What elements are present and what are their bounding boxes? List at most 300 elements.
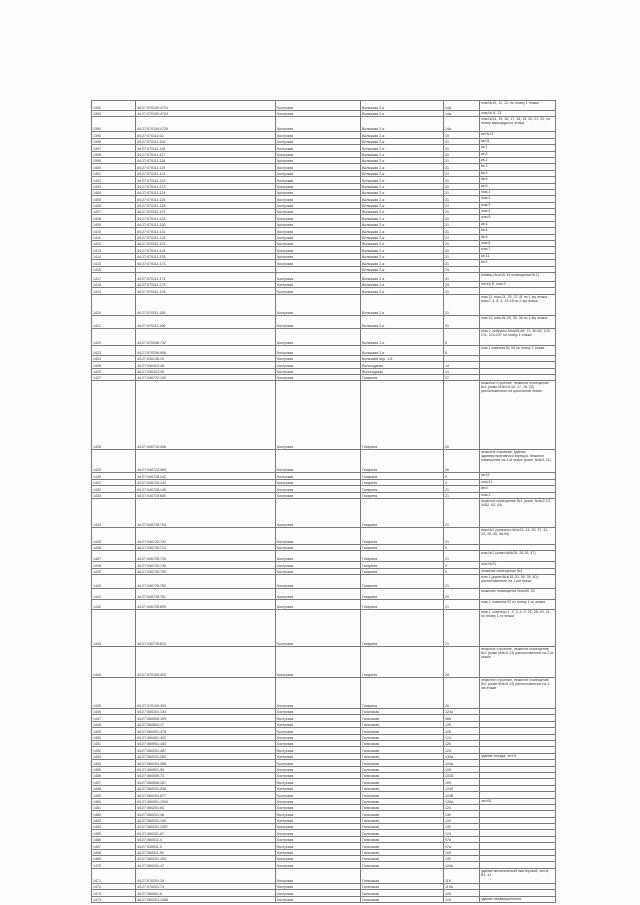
cell-street: Галичская	[361, 785, 444, 791]
cell-cad: 44:27:070111:134	[136, 247, 276, 253]
cell-note: пом.№ 6, 13	[480, 111, 556, 117]
cell-street: Галичская	[361, 883, 444, 889]
cell-note: пом.11, пом.26-29, 35, 36 по 1-му этажа	[480, 315, 556, 328]
cell-house: 14а	[444, 111, 480, 117]
cell-street: Гагарина	[361, 551, 444, 562]
cell-house: 31	[444, 234, 480, 240]
cell-cad: 44:27:040725:810	[136, 610, 276, 647]
cell-city: Кострома	[276, 241, 361, 247]
cell-city: Кострома	[276, 183, 361, 189]
cell-num: 1459	[92, 792, 136, 798]
cell-note: кв.5	[480, 177, 556, 183]
register-body	[92, 101, 556, 903]
cell-cad: 44:27:070111:133	[136, 241, 276, 247]
cell-cad: 44:27:070111:121	[136, 170, 276, 176]
cell-num: 1411	[92, 234, 136, 240]
cell-street: Гагарина	[361, 610, 444, 647]
cell-house: 21	[444, 492, 480, 498]
cell-cad: 44:27:060201:109	[136, 856, 276, 862]
cell-street: Гагарина	[361, 450, 444, 473]
cell-street: Гагарина	[361, 568, 444, 574]
cell-street: Гагарина	[361, 492, 444, 498]
cell-num: 1436	[92, 544, 136, 550]
cell-city: Кострома	[276, 221, 361, 227]
cell-house: 31	[444, 209, 480, 215]
cell-cad: 44:27:070111:119	[136, 164, 276, 170]
cell-street: Волжская 2-я	[361, 111, 444, 117]
cell-city: Кострома	[276, 101, 361, 111]
cell-house: 31	[444, 189, 480, 195]
cell-city: Кострома	[276, 890, 361, 896]
cell-street: Галичская	[361, 766, 444, 772]
cell-house: 126	[444, 766, 480, 772]
cell-cad: 44:27:070206:908	[136, 345, 276, 355]
cell-num: 1434	[92, 498, 136, 527]
cell-street: Волжская 2-я	[361, 281, 444, 287]
cell-cad: 44:27:060201:877	[136, 792, 276, 798]
cell-house: 124	[444, 817, 480, 823]
cell-note: нежилое строение, нежилое помещение №1 (комн.№№9-13) расположенное на 1-ом этаже	[480, 678, 556, 709]
cell-house: 124а	[444, 760, 480, 766]
cell-street: Галичская	[361, 896, 444, 902]
cell-street: Вологодская	[361, 362, 444, 368]
cell-street: Галичская	[361, 747, 444, 753]
cell-city: Кострома	[276, 117, 361, 132]
cell-cad: 44:27:040725:781	[136, 589, 276, 600]
cell-num: 1395	[92, 132, 136, 138]
cell-street: Волжская 2-я	[361, 228, 444, 234]
cell-street: Галичская	[361, 849, 444, 855]
cell-street: Волжская 2-я	[361, 272, 444, 281]
cell-num: 1461	[92, 804, 136, 810]
cell-city: Кострома	[276, 260, 361, 266]
cell-num: 1428	[92, 381, 136, 450]
cell-street: Галичская	[361, 779, 444, 785]
cell-num: 1469	[92, 856, 136, 862]
cell-note: пом.№1 (комн.№№26, 28-35, 47)	[480, 551, 556, 562]
cell-city: Кострома	[276, 209, 361, 215]
cell-street: Волжская 2-я	[361, 294, 444, 315]
cell-cad: 44:27:070201:74	[136, 883, 276, 889]
cell-num: 1468	[92, 849, 136, 855]
cell-house: 130	[444, 824, 480, 830]
cell-note: кв.3	[480, 221, 556, 227]
cell-num: 1453	[92, 753, 136, 759]
table-row	[92, 498, 556, 527]
cell-num: 1467	[92, 843, 136, 849]
cell-street: Волжская 2-я	[361, 138, 444, 144]
cell-house: 124	[444, 734, 480, 740]
cell-house: 129	[444, 890, 480, 896]
cell-street: Волжская 2-я	[361, 117, 444, 132]
cell-city: Кострома	[276, 817, 361, 823]
cell-city: Кострома	[276, 345, 361, 355]
cell-city: Кострома	[276, 843, 361, 849]
cell-cad: 44:27:040511:3	[136, 843, 276, 849]
cell-street: Галичская	[361, 830, 444, 836]
cell-street: Волжская 2-я	[361, 247, 444, 253]
cell-note: здание склада, лит.Н	[480, 753, 556, 759]
cell-street: Галичская	[361, 811, 444, 817]
cell-house: 21	[444, 527, 480, 544]
cell-street: Гагарина	[361, 374, 444, 380]
cell-house: 31	[444, 288, 480, 294]
cell-city: Кострома	[276, 473, 361, 479]
cell-house: 124	[444, 747, 480, 753]
cell-cad: 44:27:070111:63	[136, 132, 276, 138]
cell-cad: 44:27:060201:1397	[136, 824, 276, 830]
cell-num: 1417	[92, 272, 136, 281]
cell-city: Кострома	[276, 868, 361, 883]
cell-street: Волжская 2-я	[361, 221, 444, 227]
cell-cad: 44:27:070111:123	[136, 183, 276, 189]
cell-num: 1442	[92, 600, 136, 610]
cell-cad: 44:27:060201:487	[136, 747, 276, 753]
cell-note: пом.7	[480, 247, 556, 253]
cell-street: Галичская	[361, 817, 444, 823]
cell-num: 1397	[92, 145, 136, 151]
table-row	[92, 551, 556, 562]
cell-cad: 44:27:060506:157	[136, 779, 276, 785]
cell-num: 1433	[92, 492, 136, 498]
table-row	[92, 272, 556, 281]
cell-city: Кострома	[276, 228, 361, 234]
cell-note: кв.6	[480, 183, 556, 189]
table-row	[92, 101, 556, 111]
cell-street: Галичская	[361, 798, 444, 804]
cell-street: Гагарина	[361, 381, 444, 450]
cell-house: 21	[444, 498, 480, 527]
cell-num: 1445	[92, 678, 136, 709]
cell-num: 1440	[92, 575, 136, 589]
cell-note: кв.4	[480, 228, 556, 234]
cell-num: 1435	[92, 527, 136, 544]
cell-num: 1437	[92, 551, 136, 562]
cell-city: Кострома	[276, 381, 361, 450]
cell-street: Гагарина	[361, 544, 444, 550]
cell-house: 37	[444, 374, 480, 380]
cell-note: пом.1	[480, 189, 556, 195]
cell-house: 124В	[444, 792, 480, 798]
cell-cad: 44:27:040725:809	[136, 600, 276, 610]
cell-note: нежилые помещения №№50, 51	[480, 589, 556, 600]
cell-house: 100	[444, 779, 480, 785]
cell-num: 1426	[92, 368, 136, 374]
cell-city: Кострома	[276, 189, 361, 195]
cell-num: 1394	[92, 117, 136, 132]
cell-house: 31	[444, 157, 480, 163]
cell-street: Гагарина	[361, 479, 444, 485]
cell-cad: 44:27:040722:109	[136, 374, 276, 380]
cell-house: 25	[444, 281, 480, 287]
cell-city: Кострома	[276, 575, 361, 589]
cell-city: Кострома	[276, 798, 361, 804]
cell-num: 1448	[92, 721, 136, 727]
cell-street: Галичская	[361, 824, 444, 830]
cell-cad: 44:27:070111:126	[136, 202, 276, 208]
cell-city: Кострома	[276, 253, 361, 259]
cell-cad: 44:27:040725:714	[136, 544, 276, 550]
cell-street: Волжская 2-я	[361, 345, 444, 355]
cell-cad: 44:27:060511:50	[136, 849, 276, 855]
cell-cad: 44:27:070109:4723	[136, 101, 276, 111]
cell-num: 1470	[92, 862, 136, 868]
cell-num: 1462	[92, 811, 136, 817]
cell-house: 31	[444, 272, 480, 281]
cell-house: 124	[444, 896, 480, 902]
cell-cad: 44:27:060201:63	[136, 804, 276, 810]
cell-note: пом.№1 (комнаты №№23, 24, 25, 37, 42, 43, 45, 46, 46-50)	[480, 527, 556, 544]
cell-city: Кострома	[276, 792, 361, 798]
cell-num: 1402	[92, 177, 136, 183]
cell-house: 8	[444, 328, 480, 345]
cell-city: Кострома	[276, 741, 361, 747]
cell-num: 1472	[92, 883, 136, 889]
table-row	[92, 527, 556, 544]
cell-city: Кострома	[276, 492, 361, 498]
cell-house: 25	[444, 266, 480, 272]
cell-note: пом.1 (комн.№№18-20, 36, 39, 40), расположенное на 1-ом этаже	[480, 575, 556, 589]
cell-city: Кострома	[276, 589, 361, 600]
cell-house: 21	[444, 486, 480, 492]
cell-city: Кострома	[276, 362, 361, 368]
cell-street: Волжский пер. 1-й	[361, 355, 444, 361]
cell-cad: 44:27:070111:128	[136, 215, 276, 221]
table-row	[92, 450, 556, 473]
register-table	[91, 100, 556, 903]
cell-city: Кострома	[276, 883, 361, 889]
cell-house: 9	[444, 479, 480, 485]
cell-house: 100	[444, 849, 480, 855]
table-row	[92, 575, 556, 589]
cell-note: нежилое строение, здание административного корпуса, нежилое помещение на 2-м этаже (комн. №№1-11)	[480, 450, 556, 473]
cell-cad: 44:27:040725:145	[136, 486, 276, 492]
cell-house: 31	[444, 138, 480, 144]
cell-note: кв.5	[480, 234, 556, 240]
cell-note: кв.5	[480, 486, 556, 492]
cell-house: 124	[444, 804, 480, 810]
cell-num: 1451	[92, 741, 136, 747]
cell-house: 9	[444, 473, 480, 479]
cell-house: 126	[444, 741, 480, 747]
cell-num: 1404	[92, 189, 136, 195]
table-row	[92, 868, 556, 883]
cell-cad: 44:27:040725:720	[136, 551, 276, 562]
cell-house: 14	[444, 362, 480, 368]
cell-note: кв.01	[480, 138, 556, 144]
cell-city: Кострома	[276, 164, 361, 170]
cell-street: Волжская 2-я	[361, 170, 444, 176]
cell-street: Волжская 2-я	[361, 157, 444, 163]
cell-city: Кострома	[276, 849, 361, 855]
cell-num: 1454	[92, 760, 136, 766]
cell-note: пом.11, пом.24, 25, 37-41 по 1-му этажа, пом.2, 4, 8, 9, 13-16 по 2-му этажа	[480, 294, 556, 315]
cell-house: 124	[444, 830, 480, 836]
table-row	[92, 345, 556, 355]
cell-num: 1422	[92, 328, 136, 345]
cell-house: 119	[444, 868, 480, 883]
cell-cad: 44:27:060201:144	[136, 709, 276, 715]
cell-house: 130	[444, 811, 480, 817]
cell-cad: 44:27:060201:1058	[136, 896, 276, 902]
cell-cad: 44:27:040725:750	[136, 568, 276, 574]
cell-city: Кострома	[276, 766, 361, 772]
cell-num: 1430	[92, 473, 136, 479]
cell-num: 1444	[92, 647, 136, 678]
cell-house: 101Б	[444, 772, 480, 778]
table-row	[92, 647, 556, 678]
table-row	[92, 117, 556, 132]
cell-house: 130	[444, 856, 480, 862]
cell-num: 1455	[92, 766, 136, 772]
cell-num: 1393	[92, 111, 136, 117]
cell-cad: 44:27:070111:173	[136, 260, 276, 266]
cell-city: Кострома	[276, 355, 361, 361]
cell-street: Галичская	[361, 760, 444, 766]
cell-note: пом №20	[480, 562, 556, 568]
cell-cad: 44:27:070111:132	[136, 234, 276, 240]
cell-cad: 44:27:070111:118	[136, 157, 276, 163]
cell-street: Волжская 2-я	[361, 132, 444, 138]
cell-num: 1460	[92, 798, 136, 804]
cell-street: Галичская	[361, 868, 444, 883]
cell-note: пом.№14, 15, 16, 17, 18, 19, 20, 21, 22, по плану мансардного этажа	[480, 117, 556, 132]
cell-city: Кострома	[276, 562, 361, 568]
cell-house: 31	[444, 294, 480, 315]
cell-cad: 44:27:060511:4	[136, 836, 276, 842]
cell-street: Волжская 2-я	[361, 266, 444, 272]
cell-street: Волжская 2-я	[361, 260, 444, 266]
cell-house: 14а	[444, 101, 480, 111]
cell-num: 1449	[92, 728, 136, 734]
cell-cad: 44:27:070111:127	[136, 209, 276, 215]
cell-house: 31	[444, 247, 480, 253]
cell-num: 1415	[92, 260, 136, 266]
cell-house: 124а	[444, 709, 480, 715]
cell-city: Кострома	[276, 779, 361, 785]
cell-city: Кострома	[276, 498, 361, 527]
cell-city: Кострома	[276, 247, 361, 253]
cell-city: Кострома	[276, 551, 361, 562]
table-row	[92, 678, 556, 709]
cell-house: 14а	[444, 117, 480, 132]
cell-house: 21	[444, 610, 480, 647]
cell-num: 1401	[92, 170, 136, 176]
cell-cad: 44:27:060901:1094	[136, 798, 276, 804]
cell-num: 1423	[92, 345, 136, 355]
cell-cad: 44:27:060505:109	[136, 715, 276, 721]
cell-city: Кострома	[276, 111, 361, 117]
cell-city: Кострома	[276, 196, 361, 202]
table-row	[92, 610, 556, 647]
cell-city: Кострома	[276, 527, 361, 544]
cell-num: 1396	[92, 138, 136, 144]
cell-num: 1439	[92, 568, 136, 574]
cell-house: 31	[444, 221, 480, 227]
cell-cad: 44:27:070111:135	[136, 253, 276, 259]
cell-city: Кострома	[276, 811, 361, 817]
cell-street: Галичская	[361, 843, 444, 849]
table-row	[92, 600, 556, 610]
cell-city: Кострома	[276, 824, 361, 830]
cell-house: 31	[444, 241, 480, 247]
cell-house: 31	[444, 315, 480, 328]
cell-note: кв.№13	[480, 132, 556, 138]
cell-house: 31	[444, 253, 480, 259]
cell-num: 1413	[92, 247, 136, 253]
cell-note: пом.5	[480, 215, 556, 221]
cell-note: пом.1, комнаты №№65-68, 71, 80-82, 100, 211, 224-247 по плану 1 этажа	[480, 328, 556, 345]
cell-num: 1438	[92, 562, 136, 568]
cell-street: Гагарина	[361, 486, 444, 492]
cell-num: 1400	[92, 164, 136, 170]
cell-street: Волжская 2-я	[361, 177, 444, 183]
cell-city: Кострома	[276, 709, 361, 715]
cell-street: Волжская 2-я	[361, 183, 444, 189]
cell-street: Волжская 2-я	[361, 241, 444, 247]
cell-street: Галичская	[361, 772, 444, 778]
cell-num: 1407	[92, 209, 136, 215]
cell-note: литер Б, пом.3	[480, 281, 556, 287]
cell-city: Кострома	[276, 804, 361, 810]
cell-house: 21	[444, 575, 480, 589]
cell-house: 31	[444, 183, 480, 189]
cell-house: 14	[444, 368, 480, 374]
cell-street: Галичская	[361, 715, 444, 721]
cell-city: Кострома	[276, 600, 361, 610]
cell-num: 1457	[92, 779, 136, 785]
cell-cad: 44:27:060201:284	[136, 753, 276, 759]
cell-num: 1464	[92, 824, 136, 830]
cell-cad: 44:27:060201:388	[136, 760, 276, 766]
cell-street: Волжская 2-я	[361, 202, 444, 208]
cell-note: кв.1	[480, 145, 556, 151]
cell-street: Гагарина	[361, 600, 444, 610]
cell-cad: 44:27:060201:538	[136, 785, 276, 791]
cell-house: 26	[444, 450, 480, 473]
cell-cad: 44:27:040725:704	[136, 498, 276, 527]
cell-note: пом.4	[480, 209, 556, 215]
cell-cad: 44:27:070201:19	[136, 868, 276, 883]
cell-city: Кострома	[276, 568, 361, 574]
cell-note: нежилое строение, нежилое помещение №1 (комн.№№9-13) расположенное на 2-м этаже	[480, 647, 556, 678]
cell-city: Кострома	[276, 177, 361, 183]
cell-note: пом.21	[480, 479, 556, 485]
cell-city: Кострома	[276, 747, 361, 753]
cell-street: Гагарина	[361, 575, 444, 589]
cell-num: 1431	[92, 479, 136, 485]
cell-street: Волжская 2-я	[361, 328, 444, 345]
cell-house: 31	[444, 228, 480, 234]
cell-house: 119а	[444, 883, 480, 889]
cell-city: Кострома	[276, 734, 361, 740]
cell-street: Волжская 2-я	[361, 315, 444, 328]
cell-num: 1419	[92, 288, 136, 294]
cell-street: Галичская	[361, 804, 444, 810]
cell-num: 1414	[92, 253, 136, 259]
cell-num: 1425	[92, 362, 136, 368]
cell-cad: 44:27:060201:196	[136, 817, 276, 823]
cell-cad: 44:27:070111:176	[136, 288, 276, 294]
cell-cad: 44:27:070109:403	[136, 647, 276, 678]
cell-cad: 44:27:040725:142	[136, 473, 276, 479]
cell-note: здание механической мастерской, лит.А, В1, 41	[480, 868, 556, 883]
cell-street: Волжская 2-я	[361, 209, 444, 215]
cell-num: 1420	[92, 294, 136, 315]
cell-house: 19	[444, 132, 480, 138]
cell-note: лит.В1	[480, 798, 556, 804]
table-row	[92, 589, 556, 600]
